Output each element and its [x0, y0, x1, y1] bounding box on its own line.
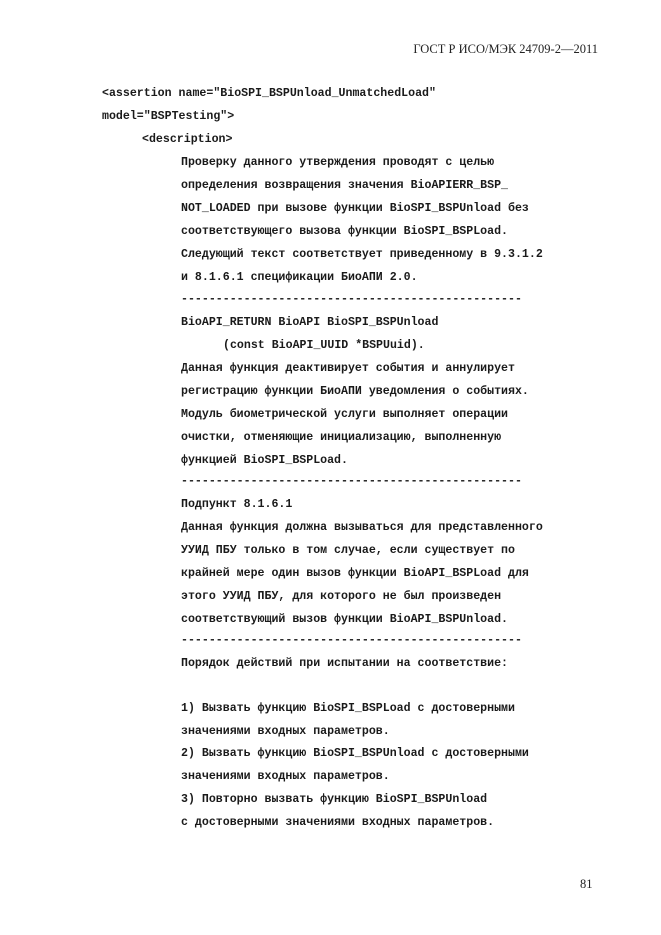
separator-line: -------------------------------------------------	[181, 634, 522, 647]
code-line: BioAPI_RETURN BioAPI BioSPI_BSPUnload	[181, 316, 439, 329]
code-line: <assertion name="BioSPI_BSPUnload_UnmatchedLoad"	[102, 87, 436, 100]
code-line: 3) Повторно вызвать функцию BioSPI_BSPUnload	[181, 793, 488, 806]
code-line: Данная функция деактивирует события и аннулирует	[181, 362, 515, 375]
code-line: Данная функция должна вызываться для представленного	[181, 521, 543, 534]
code-line: 2) Вызвать функцию BioSPI_BSPUnload с достоверными	[181, 747, 529, 760]
code-line: и 8.1.6.1 спецификации БиоАПИ 2.0.	[181, 271, 418, 284]
code-line: определения возвращения значения BioAPIERR_BSP_	[181, 179, 508, 192]
code-line: Модуль биометрической услуги выполняет операции	[181, 408, 508, 421]
code-line: <description>	[142, 133, 233, 146]
separator-line: -------------------------------------------------	[181, 475, 522, 488]
document-header-standard-id: ГОСТ Р ИСО/МЭК 24709-2—2011	[413, 42, 598, 56]
code-line: (const BioAPI_UUID *BSPUuid).	[223, 339, 425, 352]
code-line: функцией BioSPI_BSPLoad.	[181, 454, 348, 467]
code-line: соответствующего вызова функции BioSPI_BSPLoad.	[181, 225, 508, 238]
page-number: 81	[580, 877, 593, 891]
code-line: Порядок действий при испытании на соответствие:	[181, 657, 508, 670]
code-line: значениями входных параметров.	[181, 770, 390, 783]
code-line: Следующий текст соответствует приведенному в 9.3.1.2	[181, 248, 543, 261]
code-line: Проверку данного утверждения проводят с целью	[181, 156, 495, 169]
code-line: model="BSPTesting">	[102, 110, 235, 123]
code-line: УУИД ПБУ только в том случае, если существует по	[181, 544, 515, 557]
code-line: соответствующий вызов функции BioAPI_BSPUnload.	[181, 613, 508, 626]
code-line: крайней мере один вызов функции BioAPI_BSPLoad для	[181, 567, 529, 580]
code-line: этого УУИД ПБУ, для которого не был произведен	[181, 590, 502, 603]
code-line: 1) Вызвать функцию BioSPI_BSPLoad с достоверными	[181, 702, 515, 715]
code-line: регистрацию функции БиоАПИ уведомления о событиях.	[181, 385, 529, 398]
code-line: NOT_LOADED при вызове функции BioSPI_BSPUnload без	[181, 202, 529, 215]
code-line: Подпункт 8.1.6.1	[181, 498, 293, 511]
separator-line: -------------------------------------------------	[181, 293, 522, 306]
code-line: очистки, отменяющие инициализацию, выполненную	[181, 431, 502, 444]
code-line: значениями входных параметров.	[181, 725, 390, 738]
code-line: с достоверными значениями входных параметров.	[181, 816, 495, 829]
